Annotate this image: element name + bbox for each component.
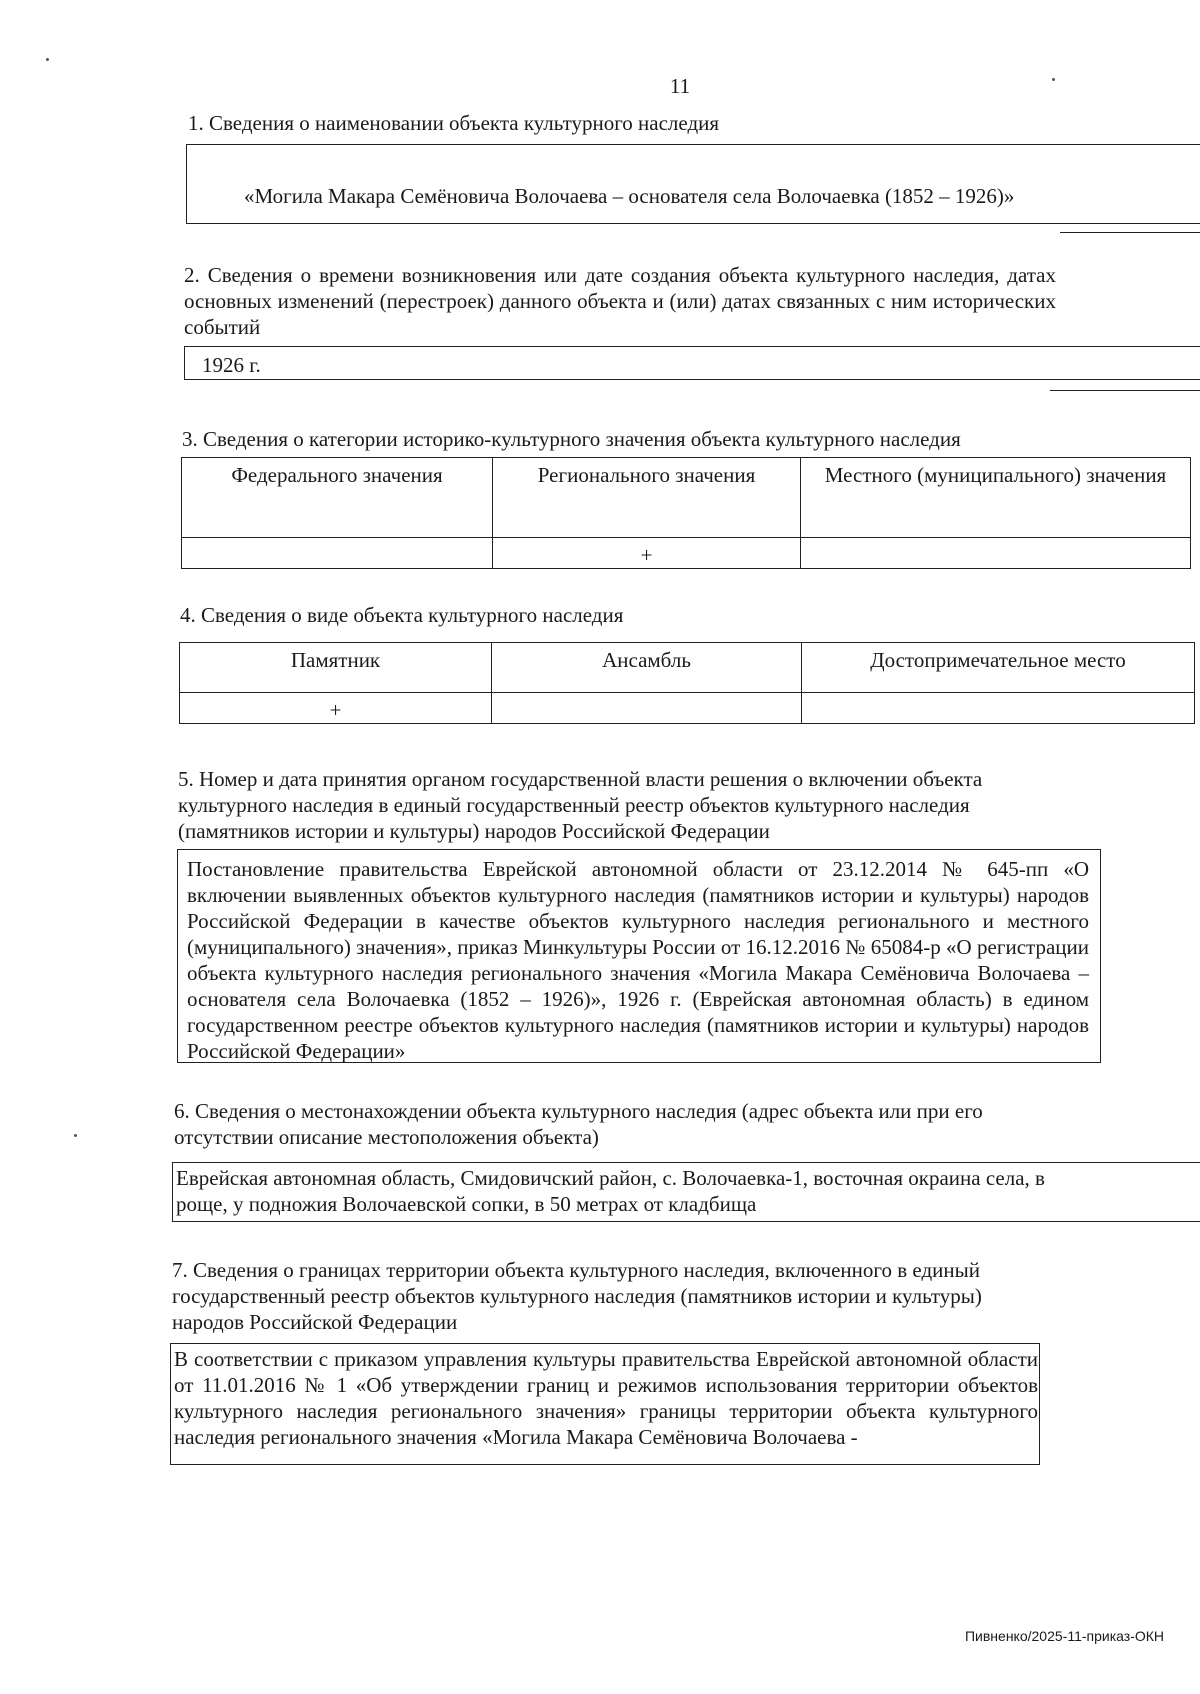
- scan-speck: [1052, 78, 1055, 81]
- type-mark-row: [180, 693, 1195, 724]
- type-mark-ensemble: [492, 693, 802, 724]
- section-6-value: Еврейская автономная область, Смидовичский район, с. Волочаевка-1, восточная окраина села, в роще, у подножия Волочаевской сопки, в 50 метрах от кладбища: [176, 1166, 1045, 1216]
- type-header-monument: Памятник: [180, 643, 492, 693]
- type-header-ensemble: Ансамбль: [492, 643, 802, 693]
- type-header-row: [180, 643, 1195, 693]
- category-mark-regional: +: [493, 538, 801, 569]
- document-footer-code: Пивненко/2025-11-приказ-ОКН: [964, 1628, 1164, 1644]
- category-header-local: Местного (муниципального) значения: [801, 458, 1191, 538]
- section-1-heading: 1. Сведения о наименовании объекта культурного наследия: [188, 111, 720, 135]
- section-6-heading: 6. Сведения о местонахождении объекта культурного наследия (адрес объекта или при его отсутствии описание местоположения объекта): [174, 1099, 983, 1149]
- category-mark-local: [801, 538, 1191, 569]
- category-table: [181, 457, 1191, 569]
- type-mark-landmark: [802, 693, 1195, 724]
- type-mark-monument: +: [180, 693, 492, 724]
- section-1-underline: [1060, 232, 1200, 233]
- category-mark-federal: [182, 538, 493, 569]
- section-2-heading: 2. Сведения о времени возникновения или дате создания объекта культурного наследия, датах основных изменений (перестроек) данного объекта и (или) датах связанных с ним исторических событий: [184, 263, 1056, 339]
- section-2-box: [184, 346, 1200, 380]
- type-header-landmark: Достопримечательное место: [802, 643, 1195, 693]
- category-header-federal: Федерального значения: [182, 458, 493, 538]
- section-3-heading: 3. Сведения о категории историко-культурного значения объекта культурного наследия: [182, 427, 961, 451]
- section-2-underline: [1050, 390, 1200, 391]
- section-7-value: В соответствии с приказом управления культуры правительства Еврейской автономной области от 11.01.2016 № 1 «Об утверждении границ и режимов использования территории объектов культурного наследия регионального значения» границы территории объекта культурного наследия регионального значения «Могила Макара Семёновича Волочаева -: [174, 1347, 1038, 1449]
- category-header-regional: Регионального значения: [493, 458, 801, 538]
- page-number: 11: [669, 74, 691, 98]
- section-2-value: 1926 г.: [202, 353, 261, 377]
- scan-speck: [46, 58, 49, 61]
- section-5-value: Постановление правительства Еврейской автономной области от 23.12.2014 № 645-пп «О включении выявленных объектов культурного наследия (памятников истории и культуры) народов Российской Федерации в качестве объектов культурного наследия регионального и местного (муниципального) значения», приказ Минкультуры России от 16.12.2016 № 65084-р «О регистрации объекта культурного наследия регионального значения «Могила Макара Семёновича Волочаева – основателя села Волочаевка (1852 – 1926)», 1926 г. (Еврейская автономная область) в едином государственном реестре объектов культурного наследия (памятников истории и культуры) народов Российской Федерации»: [187, 857, 1089, 1063]
- type-table: [179, 642, 1195, 724]
- category-header-row: [182, 458, 1191, 538]
- scan-speck: [74, 1134, 77, 1137]
- section-4-heading: 4. Сведения о виде объекта культурного наследия: [180, 603, 624, 627]
- category-mark-row: [182, 538, 1191, 569]
- section-5-heading: 5. Номер и дата принятия органом государственной власти решения о включении объекта культурного наследия в единый государственный реестр объектов культурного наследия (памятников истории и культуры) народов Российской Федерации: [178, 767, 983, 843]
- section-7-heading: 7. Сведения о границах территории объекта культурного наследия, включенного в единый государственный реестр объектов культурного наследия (памятников истории и культуры) народов Российской Федерации: [172, 1258, 982, 1334]
- section-1-value: «Могила Макара Семёновича Волочаева – основателя села Волочаевка (1852 – 1926)»: [244, 184, 1015, 208]
